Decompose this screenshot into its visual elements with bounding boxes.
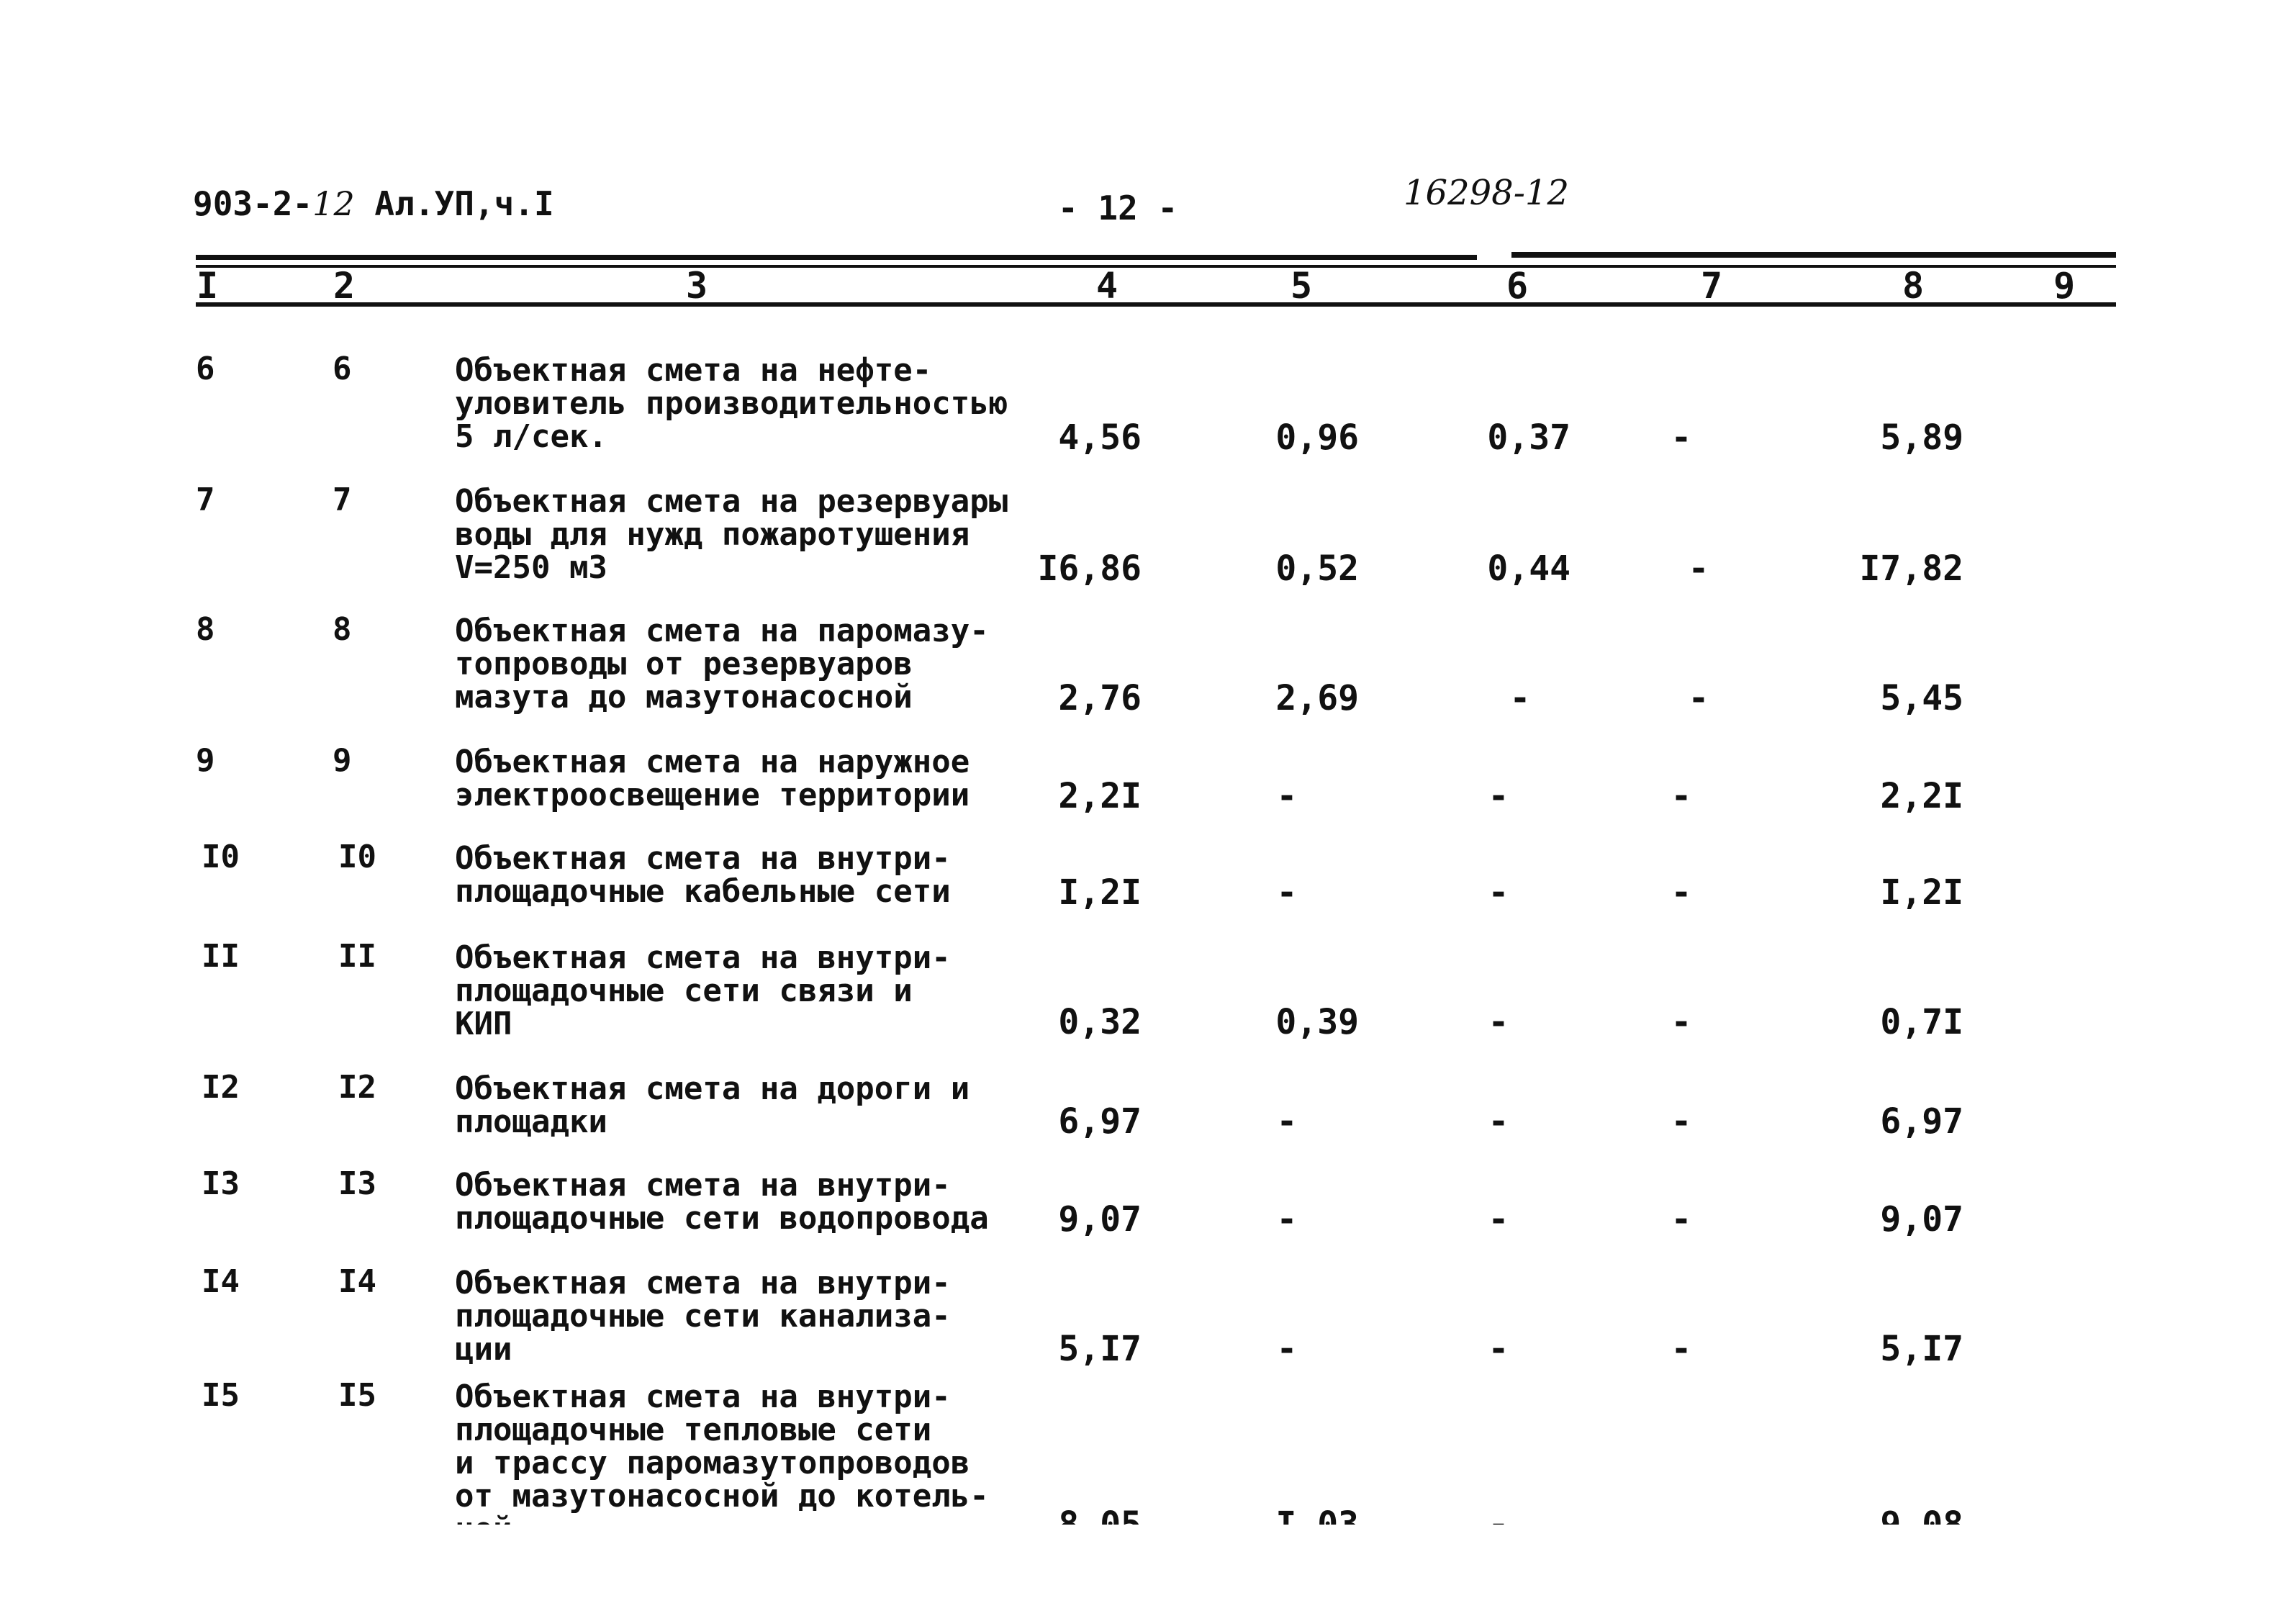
cell-col6: -	[1509, 678, 1531, 718]
cell-col5: 2,69	[1275, 678, 1359, 718]
page-number: - 12 -	[1058, 189, 1178, 227]
cell-col8: 5,45	[1880, 678, 1963, 718]
row-position: I4	[338, 1263, 376, 1300]
row-description: Объектная смета на внутри- площадочные сети водопровода	[455, 1167, 989, 1237]
cell-col5: -	[1276, 872, 1298, 913]
row-description: Объектная смета на внутри- площадочные кабельные сети	[455, 840, 951, 910]
cell-col7: -	[1671, 1329, 1692, 1369]
row-number: 7	[196, 482, 215, 518]
row-number: I3	[202, 1165, 240, 1202]
column-number-5: 5	[1290, 265, 1313, 307]
page-cutoff-mask	[0, 1525, 2296, 1616]
row-description: Объектная смета на дороги и площадки	[455, 1070, 970, 1140]
table-top-rule	[196, 255, 1477, 260]
cell-col8: I7,82	[1859, 549, 1963, 589]
cell-col7: -	[1671, 1101, 1692, 1142]
row-number: 8	[196, 611, 215, 648]
cell-col4: 4,56	[1058, 417, 1142, 458]
cell-col6: -	[1488, 872, 1509, 913]
cell-col6: 0,37	[1487, 417, 1570, 458]
row-description: Объектная смета на паромазу- топроводы от резервуаров мазута до мазутонасосной	[455, 613, 989, 716]
table-header-bottom-rule	[196, 302, 2116, 307]
row-position: 7	[333, 482, 352, 518]
cell-col4: 5,I7	[1058, 1329, 1142, 1369]
column-number-3: 3	[685, 265, 708, 307]
sheet-number: 16298-12	[1404, 173, 1569, 213]
cell-col6: -	[1488, 1329, 1509, 1369]
row-position: 8	[333, 611, 352, 648]
row-position: I3	[338, 1165, 376, 1202]
row-description: Объектная смета на резервуары воды для нужд пожаротушения V=250 м3	[455, 483, 1008, 586]
cell-col5: -	[1276, 1101, 1298, 1142]
row-number: II	[202, 938, 240, 975]
row-description: Объектная смета на внутри- площадочные тепловые сети и трассу паромазутопроводов от мазутонасосной до котель-	[455, 1378, 989, 1515]
row-description: Объектная смета на нефте- уловитель производительностью 5 л/сек.	[455, 352, 1008, 455]
cell-col4: 2,76	[1058, 678, 1142, 718]
row-position: I5	[338, 1377, 376, 1414]
cell-col4: 0,32	[1058, 1002, 1142, 1042]
cell-col4: I,2I	[1058, 872, 1142, 913]
column-number-7: 7	[1700, 265, 1723, 307]
cell-col4: I6,86	[1037, 549, 1142, 589]
cell-col8: 9,07	[1880, 1199, 1963, 1240]
document-code-suffix: Ал.УП,ч.I	[354, 184, 554, 223]
cell-col8: I,2I	[1880, 872, 1963, 913]
cell-col7: -	[1688, 549, 1709, 589]
row-number: 6	[196, 351, 215, 387]
cell-col7: -	[1671, 1002, 1692, 1042]
row-position: I0	[338, 839, 376, 875]
table-top-rule-right	[1511, 252, 2116, 258]
row-number: 9	[196, 742, 215, 779]
document-code	[193, 184, 554, 223]
row-position: II	[338, 938, 376, 975]
cell-col6: -	[1488, 1101, 1509, 1142]
cell-col8: 2,2I	[1880, 776, 1963, 816]
cell-col8: 6,97	[1880, 1101, 1963, 1142]
table-top-rule-thin	[196, 265, 2116, 268]
row-number: I5	[202, 1377, 240, 1414]
cell-col6: -	[1488, 1199, 1509, 1240]
row-number: I0	[202, 839, 240, 875]
cell-col5: 0,39	[1275, 1002, 1359, 1042]
row-position: 6	[333, 351, 352, 387]
cell-col5: 0,52	[1275, 549, 1359, 589]
cell-col6: -	[1488, 1002, 1509, 1042]
row-description: Объектная смета на внутри- площадочные сети канализа- ции	[455, 1265, 951, 1368]
cell-col7: -	[1671, 872, 1692, 913]
column-number-8: 8	[1902, 265, 1925, 307]
row-position: I2	[338, 1069, 376, 1106]
cell-col4: 2,2I	[1058, 776, 1142, 816]
cell-col5: -	[1276, 1329, 1298, 1369]
cell-col5: 0,96	[1275, 417, 1359, 458]
cell-col4: 6,97	[1058, 1101, 1142, 1142]
cell-col5: -	[1276, 776, 1298, 816]
column-number-1: I	[196, 265, 219, 307]
row-number: I4	[202, 1263, 240, 1300]
cell-col7: -	[1688, 678, 1709, 718]
column-number-6: 6	[1506, 265, 1529, 307]
cell-col7: -	[1671, 417, 1692, 458]
cell-col8: 0,7I	[1880, 1002, 1963, 1042]
document-code-handwritten: 12	[312, 184, 355, 223]
row-description: Объектная смета на внутри- площадочные сети связи и КИП	[455, 939, 951, 1042]
row-position: 9	[333, 742, 352, 779]
cell-col8: 5,I7	[1880, 1329, 1963, 1369]
cell-col5: -	[1276, 1199, 1298, 1240]
row-description: Объектная смета на наружное электроосвещение территории	[455, 744, 970, 813]
cell-col7: -	[1671, 1199, 1692, 1240]
document-code-prefix: 903-2-	[193, 184, 313, 223]
column-number-9: 9	[2053, 265, 2076, 307]
cell-col6: -	[1488, 776, 1509, 816]
cell-col8: 5,89	[1880, 417, 1963, 458]
column-number-2: 2	[333, 265, 356, 307]
cell-col6: 0,44	[1487, 549, 1570, 589]
cell-col7: -	[1671, 776, 1692, 816]
column-number-4: 4	[1095, 265, 1118, 307]
row-number: I2	[202, 1069, 240, 1106]
cell-col4: 9,07	[1058, 1199, 1142, 1240]
